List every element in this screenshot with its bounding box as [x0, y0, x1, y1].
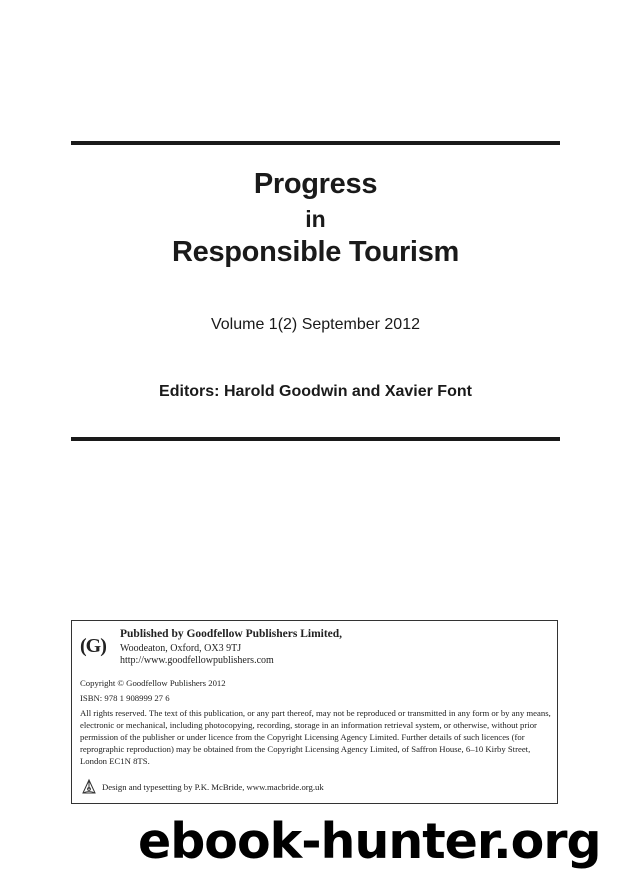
- copyright-line: Copyright © Goodfellow Publishers 2012: [80, 678, 226, 688]
- publisher-heading: Published by Goodfellow Publishers Limited,: [120, 628, 343, 640]
- editors-line: Editors: Harold Goodwin and Xavier Font: [159, 383, 472, 400]
- publisher-url[interactable]: http://www.goodfellowpublishers.com: [120, 655, 274, 666]
- title-line-in: in: [305, 206, 326, 232]
- design-credit-text: Design and typesetting by P.K. McBride, www.macbride.org.uk: [102, 782, 324, 792]
- watermark-text: ebook-hunter.org: [138, 813, 601, 870]
- bottom-divider: [71, 437, 560, 441]
- pen-nib-icon: [80, 778, 98, 796]
- publisher-address: Woodeaton, Oxford, OX3 9TJ: [120, 643, 242, 654]
- design-credit: [80, 778, 324, 796]
- isbn-line: ISBN: 978 1 908999 27 6: [80, 693, 170, 703]
- publisher-box: [71, 620, 558, 804]
- title-line-responsible-tourism: Responsible Tourism: [171, 236, 460, 268]
- publisher-logo: (G): [80, 635, 106, 657]
- top-divider: [71, 141, 560, 145]
- volume-info: Volume 1(2) September 2012: [210, 316, 420, 333]
- title-block: [71, 166, 560, 270]
- rights-paragraph: All rights reserved. The text of this publication, or any part thereof, may not be reproduced or transmitted in any form or by any means, electronic or mechanical, including photocopying, recording, storage in an information retrieval system, or otherwise, without prior permission of the publisher or under licence from the Copyright Licensing Agency Limited. Further details of such licences (for reprographic reproduction) may be obtained from the Copyright Licensing Agency Limited, of Saffron House, 6–10 Kirby Street, London EC1N 8TS.: [80, 708, 551, 766]
- title-line-progress: Progress: [253, 168, 378, 200]
